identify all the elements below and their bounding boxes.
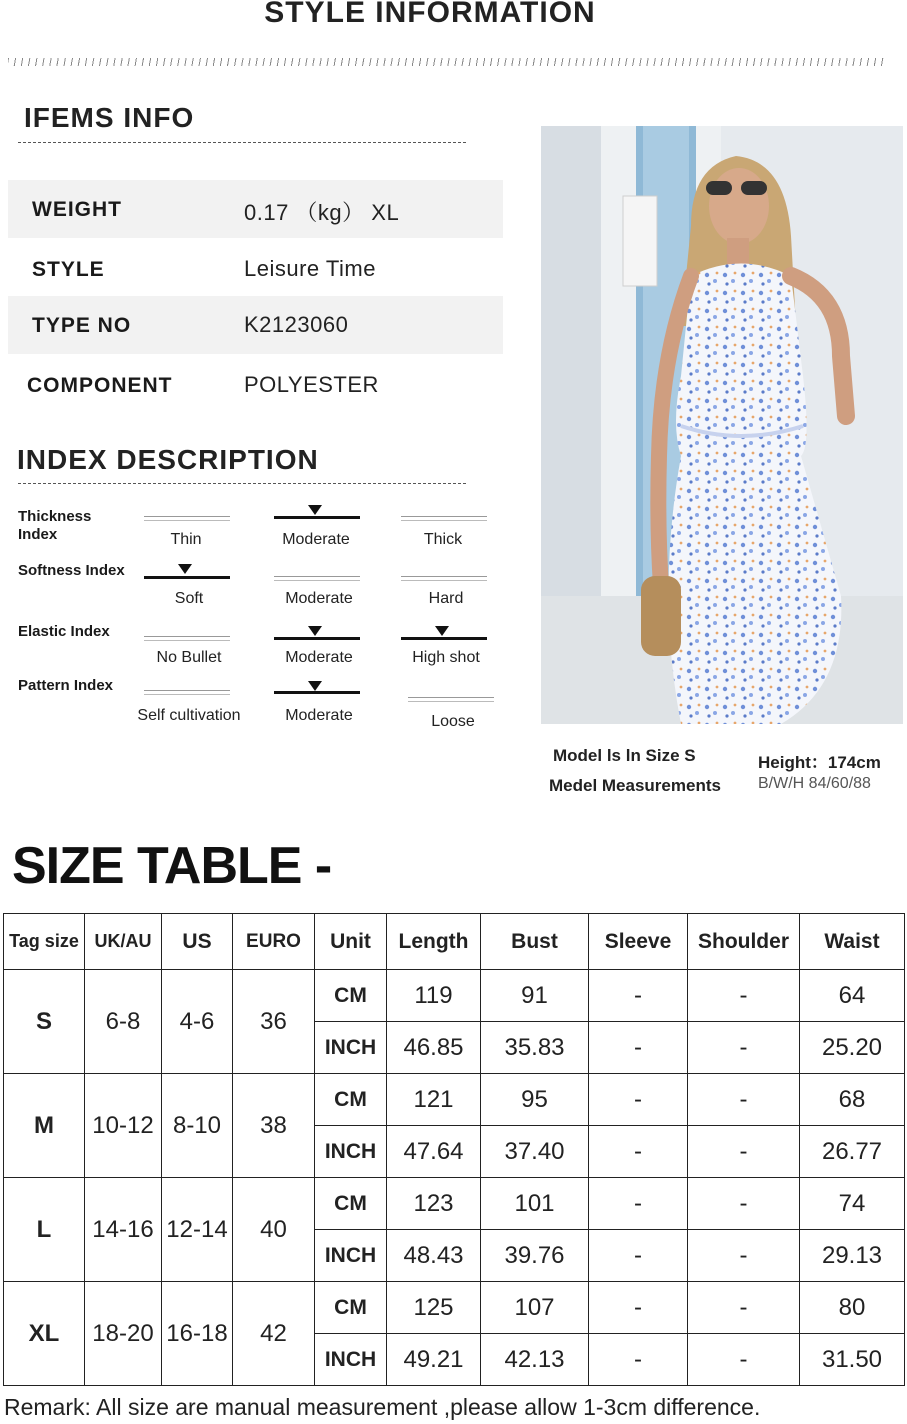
- shoulder-cell: -: [688, 1074, 800, 1126]
- sleeve-cell: -: [589, 970, 688, 1022]
- waist-cell: 29.13: [800, 1230, 905, 1282]
- uk-size-cell: 14-16: [85, 1178, 162, 1282]
- info-row-weight: [8, 180, 503, 238]
- length-cell: 46.85: [387, 1022, 481, 1074]
- index-option: No Bullet: [156, 649, 222, 666]
- column-header: EURO: [233, 914, 315, 970]
- euro-size-cell: 40: [233, 1178, 315, 1282]
- column-header: Tag size: [4, 914, 85, 970]
- uk-size-cell: 18-20: [85, 1282, 162, 1386]
- index-option: High shot: [412, 649, 480, 666]
- sleeve-cell: -: [589, 1230, 688, 1282]
- length-cell: 48.43: [387, 1230, 481, 1282]
- uk-size-cell: 6-8: [85, 970, 162, 1074]
- sleeve-cell: -: [589, 1178, 688, 1230]
- model-size-text: Model ls ln Size S: [553, 746, 696, 765]
- index-bar: [408, 697, 494, 702]
- index-marker: [435, 626, 449, 636]
- index-label-pattern: Pattern Index: [18, 677, 114, 694]
- info-value: POLYESTER: [244, 372, 379, 397]
- unit-cell: CM: [315, 1282, 387, 1334]
- index-option: Moderate: [285, 649, 353, 666]
- index-bar: [401, 516, 487, 521]
- length-cell: 47.64: [387, 1126, 481, 1178]
- index-bar: [144, 690, 230, 695]
- column-header: Sleeve: [589, 914, 688, 970]
- index-marker: [308, 626, 322, 636]
- size-table: [3, 913, 905, 1386]
- remark-text: Remark: All size are manual measurement ,please allow 1-3cm difference.: [4, 1394, 761, 1420]
- bust-cell: 101: [481, 1178, 589, 1230]
- info-label: STYLE: [32, 258, 105, 281]
- sleeve-cell: -: [589, 1282, 688, 1334]
- index-bar: [144, 636, 230, 641]
- sleeve-cell: -: [589, 1022, 688, 1074]
- waist-cell: 31.50: [800, 1334, 905, 1386]
- index-bar-selected: [401, 637, 487, 640]
- unit-cell: INCH: [315, 1230, 387, 1282]
- us-size-cell: 4-6: [162, 970, 233, 1074]
- table-row: [4, 1178, 905, 1230]
- uk-size-cell: 10-12: [85, 1074, 162, 1178]
- index-option: Loose: [431, 713, 475, 730]
- sleeve-cell: -: [589, 1074, 688, 1126]
- table-row: [4, 1282, 905, 1334]
- index-option: Thin: [170, 531, 202, 548]
- model-measurements-label: Medel Measurements: [549, 776, 721, 795]
- index-marker: [308, 681, 322, 691]
- waist-cell: 25.20: [800, 1022, 905, 1074]
- index-option: Soft: [174, 590, 204, 607]
- index-bar-selected: [274, 637, 360, 640]
- shoulder-cell: -: [688, 1126, 800, 1178]
- column-header: Length: [387, 914, 481, 970]
- column-header: Bust: [481, 914, 589, 970]
- hatched-divider: [8, 58, 888, 66]
- euro-size-cell: 42: [233, 1282, 315, 1386]
- bust-cell: 91: [481, 970, 589, 1022]
- index-option: Thick: [423, 531, 463, 548]
- info-value: K2123060: [244, 312, 349, 337]
- tag-size-cell: M: [4, 1074, 85, 1178]
- us-size-cell: 16-18: [162, 1282, 233, 1386]
- unit-cell: INCH: [315, 1126, 387, 1178]
- index-bar: [274, 576, 360, 581]
- waist-cell: 80: [800, 1282, 905, 1334]
- unit-cell: CM: [315, 1178, 387, 1230]
- waist-cell: 74: [800, 1178, 905, 1230]
- unit-cell: CM: [315, 970, 387, 1022]
- bust-cell: 35.83: [481, 1022, 589, 1074]
- shoulder-cell: -: [688, 970, 800, 1022]
- bust-cell: 42.13: [481, 1334, 589, 1386]
- length-cell: 49.21: [387, 1334, 481, 1386]
- column-header: Unit: [315, 914, 387, 970]
- length-cell: 121: [387, 1074, 481, 1126]
- info-row-style: [8, 240, 503, 298]
- index-option: Moderate: [282, 531, 350, 548]
- index-description-divider: [18, 483, 466, 484]
- us-size-cell: 12-14: [162, 1178, 233, 1282]
- table-row: [4, 1074, 905, 1126]
- index-marker: [178, 564, 192, 574]
- unit-cell: INCH: [315, 1334, 387, 1386]
- bust-cell: 39.76: [481, 1230, 589, 1282]
- index-bar-selected: [274, 691, 360, 694]
- items-info-heading: IFEMS INFO: [24, 102, 195, 133]
- column-header: Shoulder: [688, 914, 800, 970]
- column-header: Waist: [800, 914, 905, 970]
- sleeve-cell: -: [589, 1334, 688, 1386]
- length-cell: 125: [387, 1282, 481, 1334]
- bust-cell: 37.40: [481, 1126, 589, 1178]
- info-label: WEIGHT: [32, 198, 122, 221]
- column-header: UK/AU: [85, 914, 162, 970]
- index-bar-selected: [274, 516, 360, 519]
- info-label: TYPE NO: [32, 314, 132, 337]
- waist-cell: 26.77: [800, 1126, 905, 1178]
- info-row-type-no: [8, 296, 503, 354]
- unit-cell: INCH: [315, 1022, 387, 1074]
- length-cell: 119: [387, 970, 481, 1022]
- bust-cell: 107: [481, 1282, 589, 1334]
- waist-cell: 68: [800, 1074, 905, 1126]
- model-bwh: B/W/H 84/60/88: [758, 775, 871, 792]
- index-bar: [401, 576, 487, 581]
- index-option: Moderate: [285, 590, 353, 607]
- shoulder-cell: -: [688, 1178, 800, 1230]
- index-bar: [144, 516, 230, 521]
- tag-size-cell: S: [4, 970, 85, 1074]
- index-marker: [308, 505, 322, 515]
- info-value: Leisure Time: [244, 256, 376, 281]
- info-row-component: [8, 356, 503, 414]
- index-option: Moderate: [285, 707, 353, 724]
- length-cell: 123: [387, 1178, 481, 1230]
- euro-size-cell: 38: [233, 1074, 315, 1178]
- tag-size-cell: XL: [4, 1282, 85, 1386]
- table-row: [4, 970, 905, 1022]
- index-label-thickness: Thickness Index: [18, 508, 92, 543]
- column-header: US: [162, 914, 233, 970]
- index-option: Hard: [428, 590, 464, 607]
- info-value: 0.17 （kg） XL: [244, 200, 400, 225]
- size-table-title: SIZE TABLE -: [12, 837, 332, 895]
- tag-size-cell: L: [4, 1178, 85, 1282]
- model-photo: [541, 126, 903, 724]
- items-info-divider: [18, 142, 466, 143]
- page-title: STYLE INFORMATION: [264, 0, 596, 29]
- shoulder-cell: -: [688, 1230, 800, 1282]
- model-height: Height：174cm: [758, 753, 881, 772]
- info-label: COMPONENT: [27, 374, 173, 397]
- shoulder-cell: -: [688, 1282, 800, 1334]
- index-description-heading: INDEX DESCRIPTION: [17, 444, 319, 475]
- euro-size-cell: 36: [233, 970, 315, 1074]
- waist-cell: 64: [800, 970, 905, 1022]
- index-bar-selected: [144, 576, 230, 579]
- sleeve-cell: -: [589, 1126, 688, 1178]
- bust-cell: 95: [481, 1074, 589, 1126]
- index-label-softness: Softness Index: [18, 562, 125, 579]
- shoulder-cell: -: [688, 1334, 800, 1386]
- unit-cell: CM: [315, 1074, 387, 1126]
- index-option: Self cultivation: [137, 707, 241, 724]
- index-label-elastic: Elastic Index: [18, 623, 110, 640]
- us-size-cell: 8-10: [162, 1074, 233, 1178]
- size-table-header-row: [4, 914, 905, 970]
- shoulder-cell: -: [688, 1022, 800, 1074]
